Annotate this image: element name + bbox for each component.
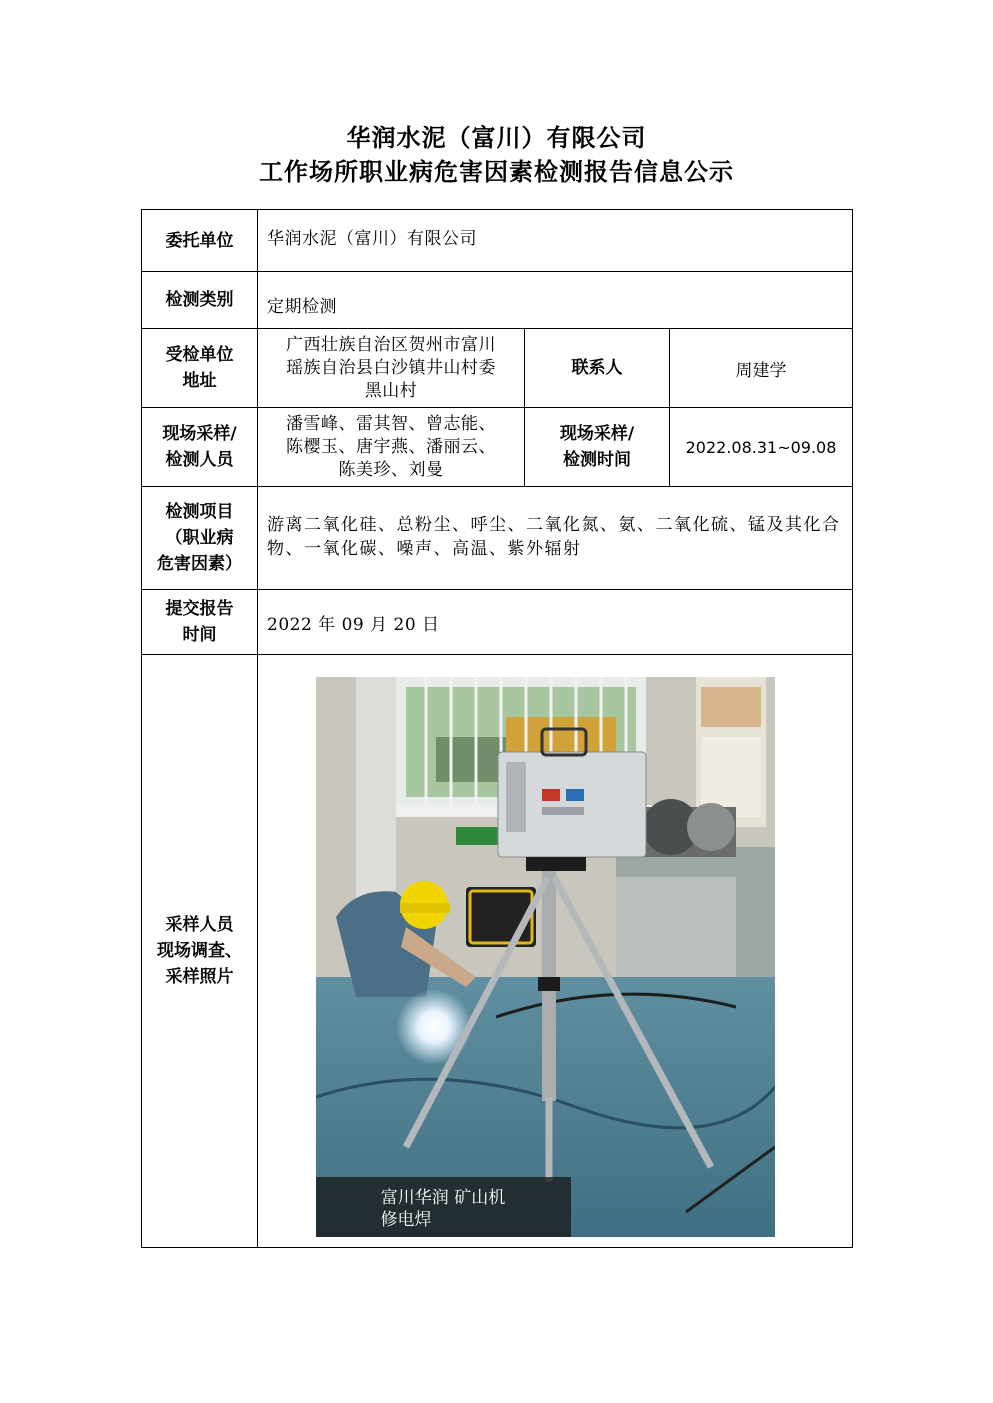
site-photo-illustration	[316, 677, 775, 1237]
time-label	[525, 408, 670, 487]
staff-label-line1: 现场采样/	[162, 424, 237, 444]
address-value-line2: 瑶族自治县白沙镇井山村委	[286, 357, 496, 378]
row-client	[142, 210, 853, 272]
time-label-line1: 现场采样/	[559, 424, 635, 444]
site-photo	[316, 677, 775, 1237]
items-value: 游离二氧化硅、总粉尘、呼尘、二氧化氮、氨、二氧化硫、锰及其化合物、一氧化碳、噪声、高温、紫外辐射	[258, 487, 853, 590]
address-value-line3: 黑山村	[364, 380, 418, 401]
type-value: 定期检测	[258, 272, 853, 329]
staff-value-line2: 陈樱玉、唐宇燕、潘丽云、	[286, 436, 496, 457]
report-label-line2: 时间	[182, 625, 217, 645]
address-label-line2: 地址	[182, 371, 217, 391]
staff-label-line2: 检测人员	[165, 450, 234, 470]
staff-label	[142, 408, 258, 487]
client-label: 委托单位	[142, 210, 258, 272]
items-label-line2: （职业病	[165, 528, 234, 548]
client-value: 华润水泥（富川）有限公司	[258, 210, 853, 272]
page-title-report: 工作场所职业病危害因素检测报告信息公示	[259, 158, 734, 186]
report-label-line1: 提交报告	[165, 599, 234, 619]
address-value	[258, 329, 525, 408]
photo-label-line3: 采样照片	[165, 967, 234, 987]
photo-cell	[258, 655, 853, 1248]
photo-label-line2: 现场调查、	[157, 941, 242, 961]
staff-value-line3: 陈美珍、刘曼	[338, 459, 444, 480]
items-label-line3: 危害因素）	[157, 554, 242, 574]
row-photo	[142, 655, 853, 1248]
row-items	[142, 487, 853, 590]
staff-value-line1: 潘雪峰、雷其智、曾志能、	[286, 413, 496, 434]
row-report	[142, 590, 853, 655]
items-label	[142, 487, 258, 590]
address-label	[142, 329, 258, 408]
staff-value	[258, 408, 525, 487]
contact-label: 联系人	[525, 329, 670, 408]
row-address	[142, 329, 853, 408]
address-label-line1: 受检单位	[165, 345, 234, 365]
photo-caption-line2: 修电焊	[380, 1210, 432, 1230]
items-label-line1: 检测项目	[165, 502, 234, 522]
photo-caption-line1: 富川华润 矿山机	[380, 1188, 506, 1208]
info-table	[141, 209, 853, 1248]
time-label-line2: 检测时间	[563, 450, 631, 470]
type-label: 检测类别	[142, 272, 258, 329]
photo-label-line1: 采样人员	[165, 915, 234, 935]
address-value-line1: 广西壮族自治区贺州市富川	[286, 334, 496, 355]
report-value: 2022 年 09 月 20 日	[258, 590, 853, 655]
row-staff	[142, 408, 853, 487]
report-label	[142, 590, 258, 655]
page-title-company: 华润水泥（富川）有限公司	[346, 124, 647, 152]
row-type	[142, 272, 853, 329]
photo-label	[142, 655, 258, 1248]
time-value: 2022.08.31~09.08	[670, 408, 853, 487]
contact-value: 周建学	[670, 329, 853, 408]
